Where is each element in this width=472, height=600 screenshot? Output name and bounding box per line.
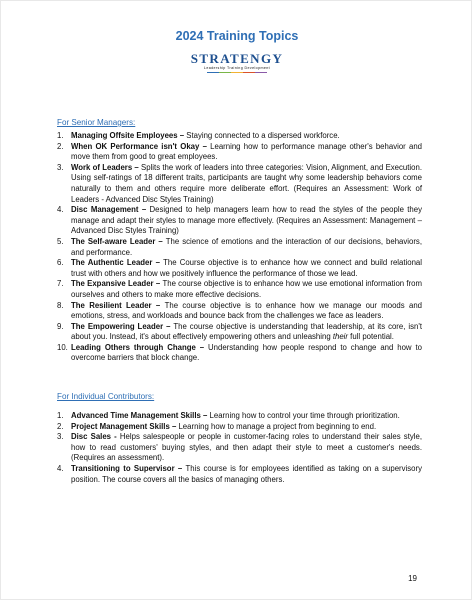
item-description: This course is for employees identified as taking on a supervisory position. The course covers all the basics of managing others. — [71, 463, 423, 484]
item-description: Designed to help managers learn how to read the styles of the people they manage and adapt their styles to manage more effectively. (Requires an Assessment: Management – Advanced Disc Styles Training) — [71, 205, 422, 236]
item-description: Staying connected to a dispersed workforce. — [186, 131, 340, 140]
item-description: Learning how to control your time through prioritization. — [209, 411, 400, 420]
item-separator: – — [138, 205, 150, 215]
item-description: The science of emotions and the interaction of our decisions, behaviors, and performance. — [71, 236, 422, 257]
item-separator: – — [152, 258, 164, 268]
list-item — [57, 205, 422, 237]
item-separator: – — [199, 141, 211, 151]
item-title: The Resilient Leader — [71, 300, 152, 310]
item-number: 9. — [57, 321, 64, 331]
item-title: Disc Sales — [71, 432, 111, 442]
item-description: Helps salespeople or people in customer-facing roles to understand their sales style, how to read customers' buying styles, and then adapt their style to meet a customer's needs. (Requires an assessment). — [71, 432, 422, 463]
item-description: Learning how to manage a project from beginning to end. — [178, 421, 377, 431]
individual-contributors-heading: For Individual Contributors: — [57, 392, 155, 401]
item-number: 3. — [57, 162, 64, 172]
page-title: 2024 Training Topics — [175, 29, 299, 43]
list-item — [57, 343, 422, 364]
logo-wordmark: STRATENGY — [190, 51, 284, 66]
item-separator: – — [155, 236, 166, 246]
item-number: 5. — [57, 236, 64, 246]
item-number: 1. — [57, 411, 64, 420]
item-number: 1. — [57, 131, 64, 140]
list-item — [57, 142, 422, 163]
senior-managers-list — [57, 131, 422, 364]
senior-managers-heading: For Senior Managers: — [57, 118, 136, 127]
logo-tagline-text: Leadership Training Development — [203, 66, 271, 70]
item-separator: – — [200, 411, 210, 420]
item-title: The Empowering Leader — [71, 321, 164, 331]
item-separator: – — [169, 421, 179, 431]
list-item — [57, 237, 422, 258]
item-title: Project Management Skills — [71, 421, 170, 431]
item-number: 2. — [57, 141, 64, 151]
item-title: Work of Leaders — [71, 162, 133, 172]
item-title: When OK Performance isn't Okay — [71, 141, 200, 151]
list-item — [57, 301, 422, 322]
list-item — [57, 464, 422, 485]
item-description: The course objective is understanding that leadership, at its core, isn't about you. Instead, it's about effectively empowering others and unleashing their full potential. — [71, 321, 422, 342]
stratengy-logo — [1, 52, 472, 73]
list-item — [57, 411, 422, 422]
list-item — [57, 322, 422, 343]
item-title: Disc Management — [71, 205, 139, 215]
list-item — [57, 258, 422, 279]
item-description: Splits the work of leaders into three categories: Vision, Alignment, and Execution. Using self-ratings of 18 different traits, participants are taught why some leadership behaviors come naturally to them and others require more deliberate effort. (Requires an Assessment: Work of Leaders - Advanced Disc Styles Training) — [71, 162, 422, 204]
item-number: 2. — [57, 421, 64, 431]
item-separator: – — [177, 131, 187, 140]
item-description: The Course objective is to enhance how we connect and build relational trust with others and how we positively influence the performance of those we lead. — [71, 258, 422, 278]
item-separator: – — [132, 162, 142, 172]
list-item — [57, 422, 422, 433]
item-number: 3. — [57, 432, 64, 442]
item-description: Understanding how people respond to change and how to overcome barriers that block change. — [71, 342, 422, 363]
item-number: 10. — [57, 342, 68, 352]
list-item — [57, 432, 422, 464]
item-separator: – — [195, 342, 209, 352]
item-separator: – — [151, 300, 165, 310]
item-description: The course objective is to enhance how we use emotional information from ourselves and others to make more effective decisions. — [71, 279, 422, 299]
item-description: Learning how to performance manage other's behavior and move them from good to great employees. — [71, 141, 422, 162]
item-title: The Expansive Leader — [71, 279, 154, 289]
item-title: The Self-aware Leader — [71, 236, 156, 246]
item-number: 4. — [57, 205, 64, 215]
logo-tagline — [1, 66, 472, 71]
list-item — [57, 279, 422, 300]
item-separator: – — [174, 463, 186, 473]
item-number: 6. — [57, 258, 64, 268]
item-separator: - — [111, 432, 120, 442]
item-title: The Authentic Leader — [71, 258, 153, 268]
item-title: Transitioning to Supervisor — [71, 463, 175, 473]
logo-stripe — [207, 72, 219, 73]
logo-color-stripes — [1, 72, 472, 73]
list-item — [57, 131, 422, 142]
item-number: 8. — [57, 300, 64, 310]
logo-stripe — [231, 72, 243, 73]
item-title: Advanced Time Management Skills — [71, 411, 201, 420]
logo-stripe — [243, 72, 255, 73]
item-number: 4. — [57, 463, 64, 473]
item-title: Managing Offsite Employees — [71, 131, 178, 140]
item-description: The course objective is to enhance how we manage our moods and emotions, stress, and workloads and bounce back from the challenges we face as leaders. — [71, 300, 422, 321]
logo-stripe — [255, 72, 267, 73]
page-number: 19 — [408, 574, 417, 583]
individual-contributors-list — [57, 411, 422, 485]
item-number: 7. — [57, 279, 64, 289]
item-separator: – — [163, 321, 174, 331]
item-title: Leading Others through Change — [71, 342, 196, 352]
logo-stripe — [219, 72, 231, 73]
item-separator: – — [153, 279, 163, 289]
list-item — [57, 163, 422, 205]
